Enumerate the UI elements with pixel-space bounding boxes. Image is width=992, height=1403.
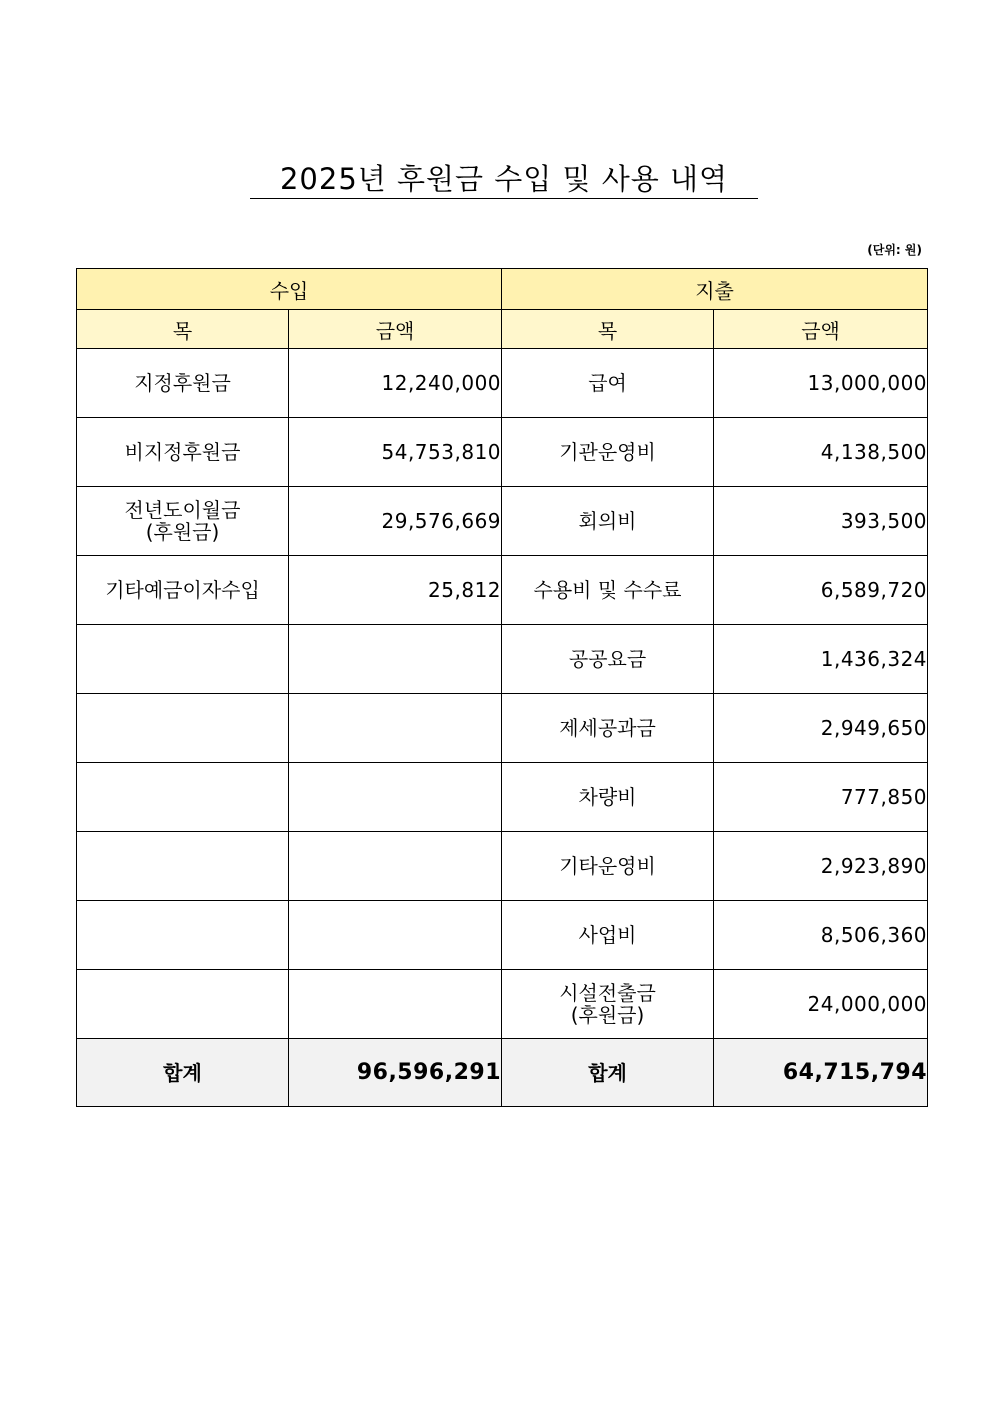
income-item: 전년도이월금 (후원금): [77, 487, 289, 556]
expense-item-header: 목: [502, 310, 714, 349]
expense-item: 차량비: [502, 763, 714, 832]
income-amount: 12,240,000: [289, 349, 502, 418]
table-row: [77, 625, 928, 694]
income-expense-table: [76, 268, 928, 1107]
income-amount: [289, 832, 502, 901]
expense-item: 회의비: [502, 487, 714, 556]
income-total-amount: 96,596,291: [289, 1039, 502, 1107]
income-item-header: 목: [77, 310, 289, 349]
table-row: [77, 556, 928, 625]
income-item: 기타예금이자수입: [77, 556, 289, 625]
total-row: [77, 1039, 928, 1107]
expense-amount: 6,589,720: [714, 556, 928, 625]
income-amount: 54,753,810: [289, 418, 502, 487]
expense-amount: 2,923,890: [714, 832, 928, 901]
income-item: [77, 901, 289, 970]
column-header-row: [77, 310, 928, 349]
income-amount: [289, 625, 502, 694]
section-header-row: [77, 269, 928, 310]
income-item: [77, 832, 289, 901]
expense-amount: 2,949,650: [714, 694, 928, 763]
expense-amount: 777,850: [714, 763, 928, 832]
income-item: [77, 763, 289, 832]
expense-item: 수용비 및 수수료: [502, 556, 714, 625]
income-item: [77, 970, 289, 1039]
table-row: [77, 349, 928, 418]
expense-amount: 4,138,500: [714, 418, 928, 487]
expense-amount: 393,500: [714, 487, 928, 556]
expense-amount: 13,000,000: [714, 349, 928, 418]
income-section-header: 수입: [77, 269, 502, 310]
table-row: [77, 418, 928, 487]
table-row: [77, 487, 928, 556]
expense-item: 공공요금: [502, 625, 714, 694]
income-amount: [289, 694, 502, 763]
expense-item: 제세공과금: [502, 694, 714, 763]
income-amount: 29,576,669: [289, 487, 502, 556]
expense-amount: 1,436,324: [714, 625, 928, 694]
table-row: [77, 763, 928, 832]
expense-item: 시설전출금 (후원금): [502, 970, 714, 1039]
expense-item: 급여: [502, 349, 714, 418]
expense-amount: 8,506,360: [714, 901, 928, 970]
expense-amount: 24,000,000: [714, 970, 928, 1039]
unit-note: (단위: 원): [867, 243, 922, 257]
income-item: 비지정후원금: [77, 418, 289, 487]
expense-total-label: 합계: [502, 1039, 714, 1107]
table-row: [77, 970, 928, 1039]
expense-amount-header: 금액: [714, 310, 928, 349]
expense-item: 사업비: [502, 901, 714, 970]
income-item: [77, 694, 289, 763]
expense-item: 기타운영비: [502, 832, 714, 901]
expense-item: 기관운영비: [502, 418, 714, 487]
expense-total-amount: 64,715,794: [714, 1039, 928, 1107]
income-amount: [289, 763, 502, 832]
income-item: 지정후원금: [77, 349, 289, 418]
income-amount: [289, 970, 502, 1039]
table-row: [77, 694, 928, 763]
page-title: 2025년 후원금 수입 및 사용 내역: [250, 160, 758, 199]
income-amount-header: 금액: [289, 310, 502, 349]
income-amount: 25,812: [289, 556, 502, 625]
table-row: [77, 901, 928, 970]
income-item: [77, 625, 289, 694]
income-total-label: 합계: [77, 1039, 289, 1107]
expense-section-header: 지출: [502, 269, 928, 310]
table-row: [77, 832, 928, 901]
income-amount: [289, 901, 502, 970]
